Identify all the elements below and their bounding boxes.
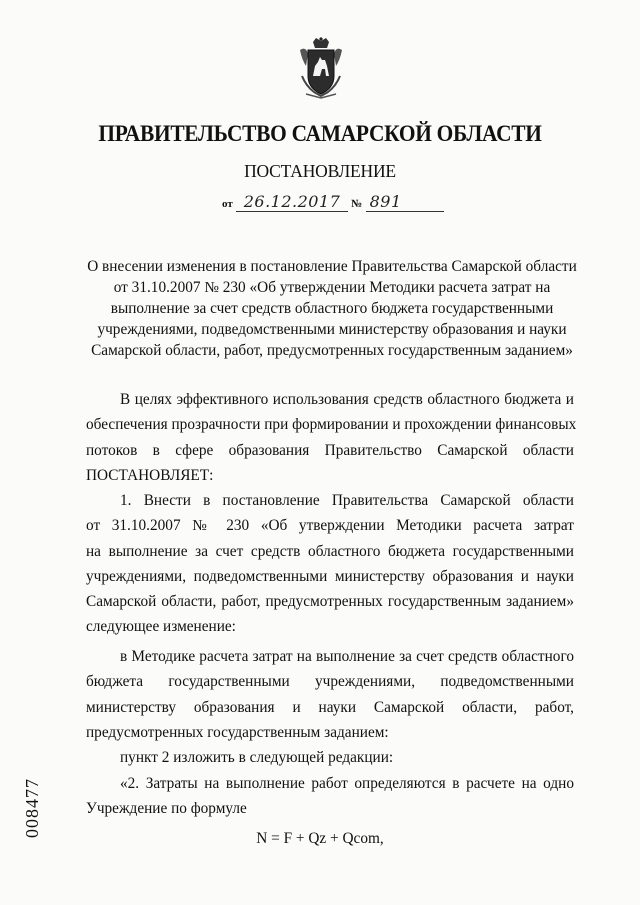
text-line: бюджета государственными учреждениями, подведомственными xyxy=(86,673,574,691)
paragraph-preamble xyxy=(86,387,577,488)
margin-serial-number: 008477 xyxy=(22,778,42,838)
text-line: учреждениями, подведомственными министерству образования и науки xyxy=(86,567,574,585)
paragraph-item-1 xyxy=(86,488,574,640)
document-type: ПОСТАНОВЛЕНИЕ xyxy=(244,161,396,181)
date-label: от xyxy=(222,198,233,210)
text-line: «2. Затраты на выполнение работ определяются в расчете на одно xyxy=(120,775,574,792)
subject-line: Самарской области, работ, предусмотренных государственным заданием» xyxy=(91,342,573,359)
subject-line: от 31.10.2007 № 230 «Об утверждении Методики расчета затрат на xyxy=(113,279,551,296)
subject-line: выполнение за счет средств областного бюджета государственными xyxy=(110,300,554,317)
text-line: пункт 2 изложить в следующей редакции: xyxy=(120,749,394,766)
paragraph-methodology xyxy=(86,644,574,745)
subject-line: учреждениями, подведомственными министерству образования и науки xyxy=(97,321,567,338)
text-line: следующее изменение: xyxy=(86,618,236,636)
date-number-line xyxy=(222,192,444,212)
text-line: предусмотренных государственным заданием: xyxy=(86,723,389,741)
text-line: Учреждение по формуле xyxy=(86,800,247,818)
paragraph-costs xyxy=(86,771,574,822)
text-line: на выполнение за счет средств областного бюджета государственными xyxy=(86,542,574,560)
paragraph-point-2 xyxy=(86,745,574,770)
text-line: обеспечения прозрачности при формировании и прохождении финансовых xyxy=(86,416,577,434)
text-line: министерству образования и науки Самарской области, работ, xyxy=(86,698,574,716)
formula: N = F + Qz + Qcom, xyxy=(256,830,384,847)
text-line: Самарской области, работ, предусмотренных государственным заданием» xyxy=(86,593,574,611)
text-line: 1. Внести в постановление Правительства Самарской области xyxy=(120,492,574,509)
document-subject xyxy=(86,256,578,361)
text-line: ПОСТАНОВЛЯЕТ: xyxy=(86,466,214,484)
text-line: потоков в сфере образования Правительство Самарской области xyxy=(86,441,574,459)
document-number: 891 xyxy=(369,192,402,211)
number-label: № xyxy=(351,198,363,210)
text-line: В целях эффективного использования средств областного бюджета и xyxy=(120,391,574,408)
samara-coat-of-arms-emblem xyxy=(296,36,346,100)
text-line: от 31.10.2007 № 230 «Об утверждении Методики расчета затрат xyxy=(86,517,574,535)
text-line: в Методике расчета затрат на выполнение за счет средств областного xyxy=(120,648,574,665)
subject-line: О внесении изменения в постановление Правительства Самарской области xyxy=(87,258,577,275)
document-date: 26.12.2017 xyxy=(243,192,341,211)
government-title: ПРАВИТЕЛЬСТВО САМАРСКОЙ ОБЛАСТИ xyxy=(98,121,542,146)
